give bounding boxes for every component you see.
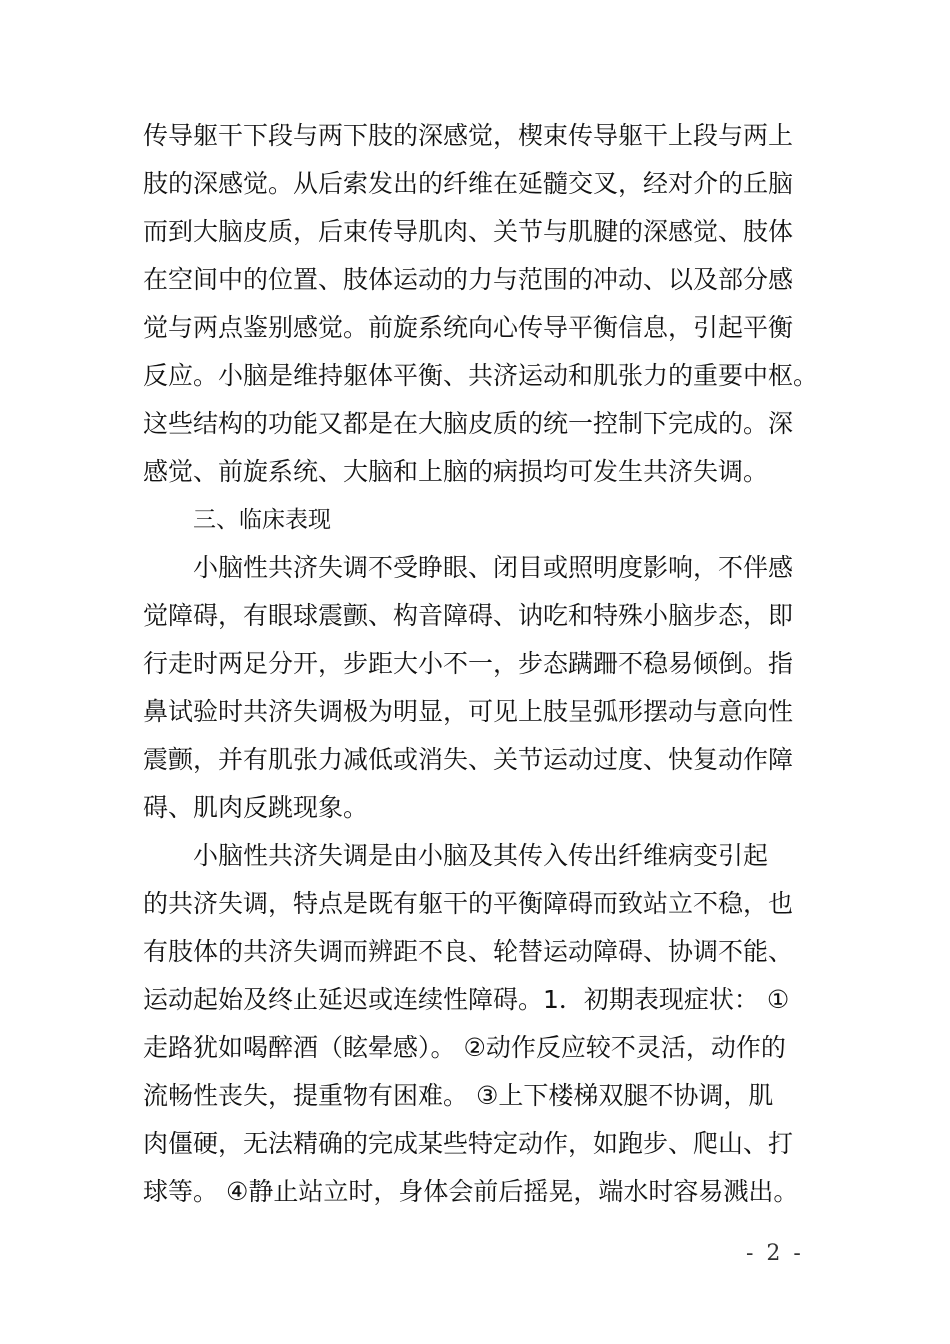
text-line: 感觉、前旋系统、大脑和上脑的病损均可发生共济失调。 bbox=[143, 457, 769, 486]
text-line: 反应。小脑是维持躯体平衡、共济运动和肌张力的重要中枢。 bbox=[143, 361, 819, 390]
paragraph-first-line: 小脑性共济失调不受睁眼、闭目或照明度影响，不伴感 bbox=[193, 553, 794, 582]
text-line: 震颤，并有肌张力减低或消失、关节运动过度、快复动作障 bbox=[143, 745, 794, 774]
text-line: 肢的深感觉。从后索发出的纤维在延髓交叉，经对介的丘脑 bbox=[143, 169, 794, 198]
paragraph-first-line: 小脑性共济失调是由小脑及其传入传出纤维病变引起 bbox=[193, 841, 769, 870]
section-heading: 三、临床表现 bbox=[193, 507, 331, 533]
text-line: 觉障碍，有眼球震颤、构音障碍、讷吃和特殊小脑步态，即 bbox=[143, 601, 794, 630]
text-line: 觉与两点鉴别感觉。前旋系统向心传导平衡信息，引起平衡 bbox=[143, 313, 794, 342]
page-number: - 2 - bbox=[746, 1241, 804, 1266]
text-line: 运动起始及终止延迟或连续性障碍。1．初期表现症状： ① bbox=[143, 985, 790, 1014]
text-line: 鼻试验时共济失调极为明显，可见上肢呈弧形摆动与意向性 bbox=[143, 697, 794, 726]
text-line: 传导躯干下段与两下肢的深感觉，楔束传导躯干上段与两上 bbox=[143, 121, 794, 150]
text-line: 而到大脑皮质，后束传导肌肉、关节与肌腱的深感觉、肢体 bbox=[143, 217, 794, 246]
text-line: 有肢体的共济失调而辨距不良、轮替运动障碍、协调不能、 bbox=[143, 937, 794, 966]
text-line: 在空间中的位置、肢体运动的力与范围的冲动、以及部分感 bbox=[143, 265, 794, 294]
text-line: 肉僵硬，无法精确的完成某些特定动作，如跑步、爬山、打 bbox=[143, 1129, 794, 1158]
text-line: 的共济失调，特点是既有躯干的平衡障碍而致站立不稳，也 bbox=[143, 889, 794, 918]
text-line: 这些结构的功能又都是在大脑皮质的统一控制下完成的。深 bbox=[143, 409, 794, 438]
text-line: 球等。 ④静止站立时，身体会前后摇晃，端水时容易溅出。 bbox=[143, 1177, 799, 1206]
document-body bbox=[143, 112, 843, 1216]
text-line: 流畅性丧失，提重物有困难。 ③上下楼梯双腿不协调，肌 bbox=[143, 1081, 774, 1110]
text-line: 碍、肌肉反跳现象。 bbox=[143, 793, 369, 822]
text-line: 走路犹如喝醉酒（眩晕感）。 ②动作反应较不灵活，动作的 bbox=[143, 1033, 786, 1062]
text-line: 行走时两足分开，步距大小不一，步态蹒跚不稳易倾倒。指 bbox=[143, 649, 794, 678]
